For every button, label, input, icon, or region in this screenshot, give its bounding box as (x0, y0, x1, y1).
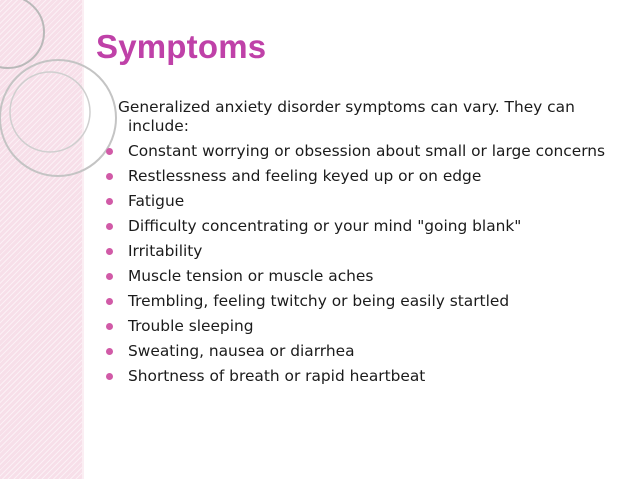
list-item-text: Trouble sleeping (128, 317, 254, 335)
list-item (118, 142, 618, 161)
bullet-icon (106, 223, 113, 230)
list-item-text: Sweating, nausea or diarrhea (128, 342, 355, 360)
slide-title: Symptoms (96, 28, 267, 65)
list-item (118, 292, 618, 311)
decorative-circle-small (10, 72, 90, 152)
bullet-icon (106, 323, 113, 330)
list-item (118, 342, 618, 361)
decorative-circle-top (0, 0, 44, 68)
list-item (118, 192, 618, 211)
list-item (118, 167, 618, 186)
list-item-text: Shortness of breath or rapid heartbeat (128, 367, 426, 385)
list-item-text: Restlessness and feeling keyed up or on edge (128, 167, 482, 185)
list-item (118, 242, 618, 261)
symptom-list (118, 142, 618, 386)
bullet-icon (106, 248, 113, 255)
intro-text: Generalized anxiety disorder symptoms can vary. They can include: (118, 98, 575, 135)
bullet-icon (106, 298, 113, 305)
slide-body (118, 98, 618, 392)
list-item-text: Difficulty concentrating or your mind "going blank" (128, 217, 522, 235)
bullet-icon (106, 173, 113, 180)
bullet-icon (106, 273, 113, 280)
decorative-circle-large (0, 60, 116, 176)
bullet-icon (106, 373, 113, 380)
list-item-text: Muscle tension or muscle aches (128, 267, 374, 285)
list-item-text: Constant worrying or obsession about small or large concerns (128, 142, 606, 160)
bullet-icon (106, 198, 113, 205)
list-item-text: Irritability (128, 242, 203, 260)
list-item (118, 267, 618, 286)
bullet-icon (106, 348, 113, 355)
list-item (118, 317, 618, 336)
list-item-text: Fatigue (128, 192, 185, 210)
list-item (118, 217, 618, 236)
list-item-text: Trembling, feeling twitchy or being easily startled (128, 292, 510, 310)
bullet-icon (106, 148, 113, 155)
list-item (118, 367, 618, 386)
